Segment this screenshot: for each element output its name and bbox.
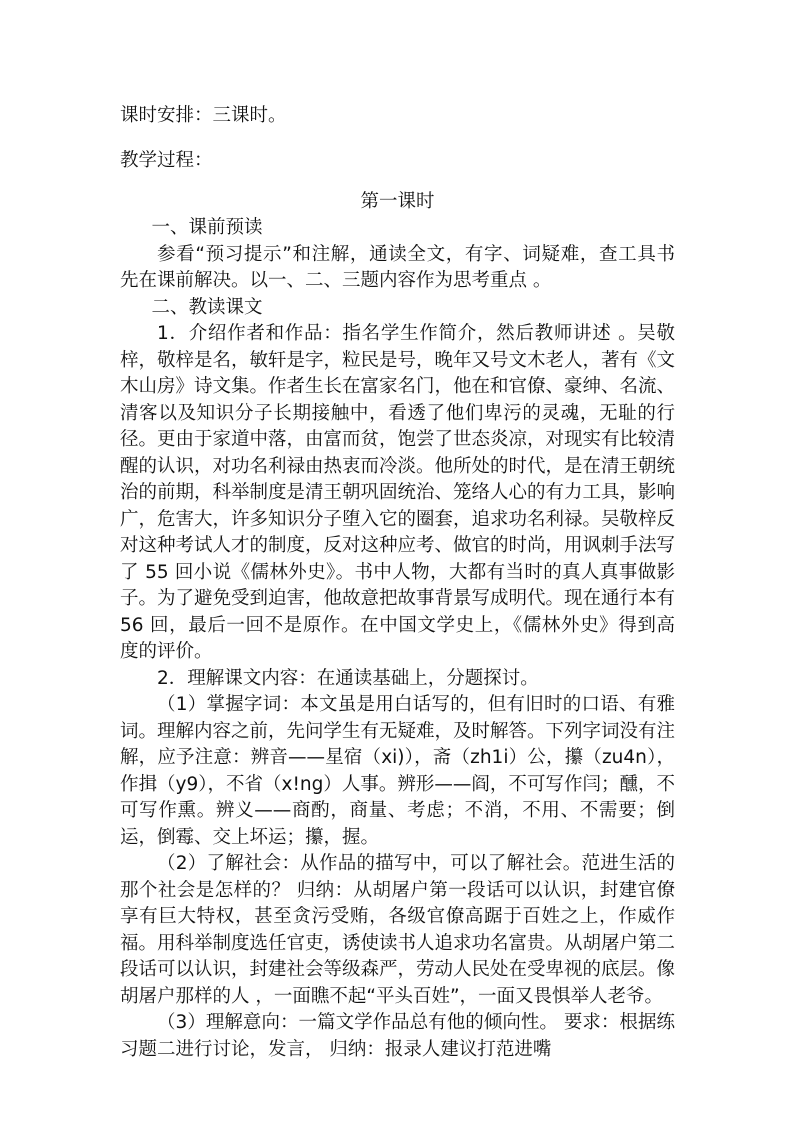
item1-paragraph: 1．介绍作者和作品：指名学生作简介，然后教师讲述 。吴敬梓，敬梓是名，敏轩是字，粒民是号，晚年又号文木老人，著有《文木山房》诗文集。作者生长在富家名门，他在和官僚、豪绅、名流、清客以及知识分子长期接触中，看透了他们卑污的灵魂，无耻的行径。更由于家道中落，由富而贫，饱尝了世态炎凉，对现实有比较清醒的认识，对功名利禄由热衷而冷淡。他所处的时代，是在清王朝统治的前期，科举制度是清王朝巩固统治、笼络人心的有力工具，影响广，危害大，许多知识分子堕入它的圈套，追求功名利禄。吴敬梓反对这种考试人才的制度，反对这种应考、做官的时尚，用讽刺手法写了 55 回小说《儒林外史》。书中人物，大都有当时的真人真事做影子。为了避免受到迫害，他故意把故事背景写成明代。现在通行本有 56 回，最后一回不是原作。在中国文学史上，《儒林外史》得到高度的评价。 (120, 323, 676, 662)
section1-heading: 一、课前预读 (151, 217, 263, 238)
lesson-title: 第一课时 (360, 191, 435, 212)
process-heading: 教学过程： (120, 150, 213, 171)
item2-paragraph: 2．理解课文内容：在通读基础上，分题探讨。 (157, 667, 539, 689)
sub3-paragraph: （3）理解意向：一篇文学作品总有他的倾向性。 要求：根据练习题二进行讨论，发言， 归纳：报录人建议打范进嘴 (120, 1012, 675, 1060)
sub2-paragraph: （2）了解社会：从作品的描写中，可以了解社会。范进生活的那个社会是怎样的？ 归纳：从胡屠户第一段话可以认识，封建官僚享有巨大特权，甚至贪污受贿，各级官僚高踞于百姓之上，作威作福。用科举制度选任官吏，诱使读书人追求功名富贵。从胡屠户第二段话可以认识，封建社会等级森严，劳动人民处在受卑视的底层。像胡屠户那样的人 ，一面瞧不起“平头百姓”，一面又畏惧举人老爷。 (120, 853, 676, 1007)
schedule-line: 课时安排：三课时。 (120, 105, 287, 126)
section2-heading: 二、教读课文 (151, 296, 263, 318)
lesson-body (120, 215, 675, 1063)
section1-body: 参看“预习提示”和注解，通读全文，有字、词疑难，查工具书先在课前解决。以一、二、三题内容作为思考重点 。 (120, 243, 675, 291)
sub1-paragraph: （1）掌握字词：本文虽是用白话写的，但有旧时的口语、有雅词。理解内容之前，先问学生有无疑难，及时解答。下列字词没有注解，应予注意：辨音——星宿（xi)），斋（zh1i）公，攥（zu4n），作揖（y9），不省（x!ng）人事。辨形——阎，不可写作闫；醺，不可写作熏。辨义——商酌，商量、考虑；不消，不用、不需要；倒运，倒霉、交上坏运；攥，握。 (120, 694, 676, 848)
